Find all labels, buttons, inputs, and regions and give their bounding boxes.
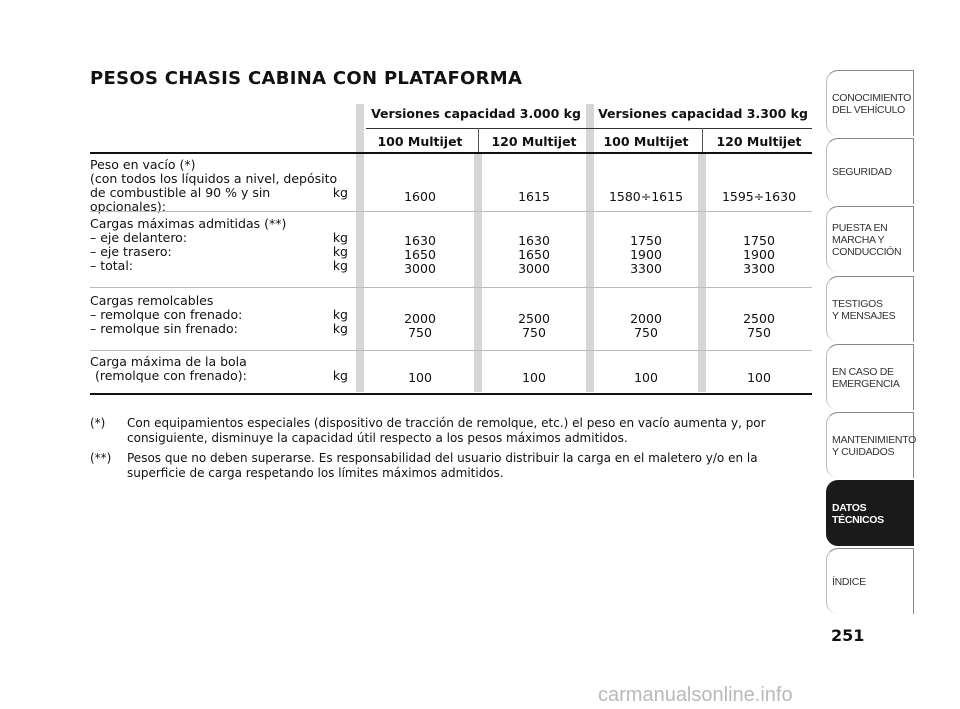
table-cell: 1600 <box>404 189 436 204</box>
column-shade-bar <box>474 152 482 392</box>
header-separator <box>702 128 703 152</box>
table-cell: 100 <box>408 370 432 385</box>
column-header: 100 Multijet <box>603 134 689 149</box>
footnote-text: Pesos que no deben superarse. Es responsabilidad del usuario distribuir la carga en el maletero y/o en la superficie de carga respetando los límites máximos admitidos. <box>127 451 758 480</box>
row-label-empty-weight: Peso en vacío (*) (con todos los líquidos a nivel, depósito de combustible al 90 % y sin opcionales): kg <box>90 157 348 214</box>
unit-label: kg <box>332 244 348 259</box>
group-shade-bar <box>586 104 594 392</box>
table-cell: 100 <box>747 370 771 385</box>
tab-indice[interactable]: ÍNDICE <box>826 548 914 614</box>
column-header: 120 Multijet <box>716 134 802 149</box>
table-cell: 100 <box>634 370 658 385</box>
tab-seguridad[interactable]: SEGURIDAD <box>826 138 914 204</box>
table-bottom-rule <box>90 393 812 395</box>
table-cell: 1580÷1615 <box>608 189 684 204</box>
column-header: 100 Multijet <box>377 134 463 149</box>
group-header-3000: Versiones capacidad 3.000 kg <box>371 106 581 121</box>
watermark: carmanualsonline.info <box>598 684 793 706</box>
divider <box>366 128 812 129</box>
table-cell: 2000 750 <box>404 311 436 340</box>
weights-table <box>90 104 812 396</box>
footnote-text: Con equipamientos especiales (dispositivo de tracción de remolque, etc.) el peso en vacío aumenta y, por consiguiente, disminuye la capacidad útil respecto a los pesos máximos admitidos. <box>127 416 766 445</box>
page-title: PESOS CHASIS CABINA CON PLATAFORMA <box>90 68 523 89</box>
row-label-towable-loads: Cargas remolcables – remolque con frenado: kg – remolque sin frenado: kg <box>90 293 348 336</box>
unit-label: kg <box>332 230 348 245</box>
row-divider <box>90 350 812 351</box>
table-cell: 1595÷1630 <box>721 189 797 204</box>
row-label-ball-load: Carga máxima de la bola (remolque con frenado): kg <box>90 354 348 383</box>
group-shade-bar <box>356 104 364 392</box>
table-cell: 1630 1650 3000 <box>518 233 550 276</box>
unit-label: kg <box>332 258 348 273</box>
footnote-mark: (*) <box>90 416 106 430</box>
row-divider <box>90 211 812 212</box>
tab-mantenimiento[interactable]: MANTENIMIENTO Y CUIDADOS <box>826 412 914 478</box>
column-header: 120 Multijet <box>491 134 577 149</box>
unit-label: kg <box>332 368 348 383</box>
unit-label: kg <box>332 307 348 322</box>
row-label-max-loads: Cargas máximas admitidas (**) – eje delantero: kg – eje trasero: kg – total: kg <box>90 216 348 273</box>
footnote <box>90 451 810 481</box>
group-header-3300: Versiones capacidad 3.300 kg <box>598 106 808 121</box>
header-rule <box>90 152 812 154</box>
tab-testigos[interactable]: TESTIGOS Y MENSAJES <box>826 276 914 342</box>
tab-conocimiento[interactable]: CONOCIMIENTO DEL VEHÍCULO <box>826 70 914 136</box>
footnote-mark: (**) <box>90 451 112 465</box>
table-cell: 1750 1900 3300 <box>630 233 662 276</box>
tab-puesta-en-marcha[interactable]: PUESTA EN MARCHA Y CONDUCCIÓN <box>826 206 914 272</box>
table-cell: 2500 750 <box>743 311 775 340</box>
footnote <box>90 416 810 446</box>
page-number: 251 <box>831 626 865 645</box>
unit-label: kg <box>332 321 348 336</box>
table-cell: 2500 750 <box>518 311 550 340</box>
table-cell: 1615 <box>518 189 550 204</box>
tab-emergencia[interactable]: EN CASO DE EMERGENCIA <box>826 344 914 410</box>
table-cell: 100 <box>522 370 546 385</box>
table-cell: 2000 750 <box>630 311 662 340</box>
tab-datos-tecnicos[interactable]: DATOS TÉCNICOS <box>826 480 914 546</box>
row-divider <box>90 287 812 288</box>
header-separator <box>478 128 479 152</box>
table-cell: 1750 1900 3300 <box>743 233 775 276</box>
column-shade-bar <box>698 152 706 392</box>
table-cell: 1630 1650 3000 <box>404 233 436 276</box>
unit-label: kg <box>332 185 348 200</box>
